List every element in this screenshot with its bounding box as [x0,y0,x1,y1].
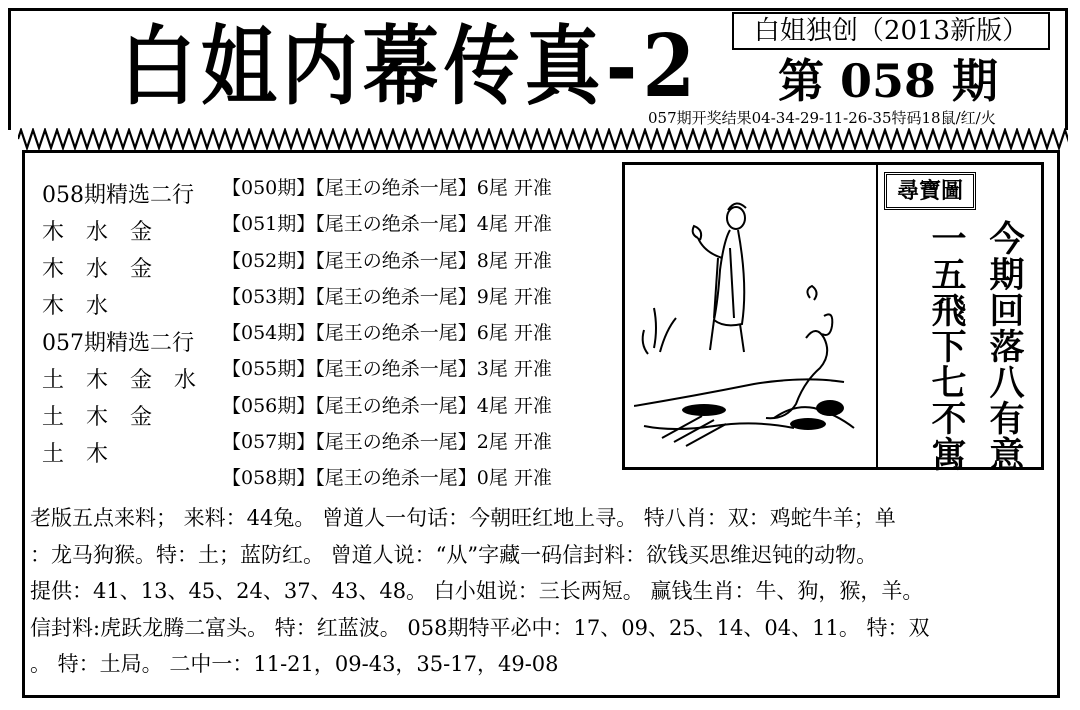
element-char: 土 [42,405,65,430]
lady-illustration [634,198,870,456]
page-title: 白姐内幕传真-2 [120,16,701,117]
heading-057: 057期精选二行 [42,331,194,356]
record-value: 3尾 开准 [476,358,552,381]
record-period: 【050期】 [222,177,316,199]
element-char: 木 [86,442,109,467]
record-value: 6尾 开准 [476,322,552,345]
previous-result: 057期开奖结果04-34-29-11-26-35特码18鼠/红/火 [648,109,996,127]
tips-paragraph [30,500,1040,683]
record-name: 【尾王の绝杀一尾】 [315,322,477,345]
element-char: 木 [42,257,65,282]
treasure-map-label: 尋寶圖 [884,172,976,210]
record-period: 【054期】 [222,322,316,345]
tips-line: 老版五点来料； 来料：44兔。 曾道人一句话：今朝旺红地上寻。 特八肖：双：鸡蛇牛羊；单 [30,506,896,530]
selection-column [42,182,218,478]
tips-line: 信封料:虎跃龙腾二富头。 特：红蓝波。 058期特平必中：17、09、25、14、04、11。 特：双 [30,615,930,640]
record-row [222,243,552,279]
element-row [42,404,218,441]
record-value: 2尾 开准 [476,431,552,454]
element-char: 金 [130,257,153,282]
record-name: 【尾王の绝杀一尾】 [315,177,477,199]
record-value: 8尾 开准 [476,249,552,272]
record-name: 【尾王の绝杀一尾】 [315,394,477,417]
tips-line: 提供：41、13、45、24、37、43、48。 白小姐说：三长两短。 赢钱生肖：牛、狗，猴，羊。 [30,579,924,603]
element-char: 金 [130,368,153,393]
record-period: 【055期】 [222,358,316,381]
element-char: 木 [86,368,109,393]
element-char: 金 [130,220,153,245]
element-row [42,219,218,256]
record-value: 4尾 开准 [476,213,552,236]
element-row [42,256,218,293]
record-value: 6尾 开准 [476,177,552,199]
record-period: 【053期】 [222,285,316,308]
record-period: 【058期】 [222,467,316,490]
edition-badge: 白姐独创（2013新版） [732,12,1050,50]
record-row [222,424,552,460]
tips-line: ：龙马狗猴。特：土；蓝防红。 曾道人说：“从”字藏一码信封料：欲钱买思维迟钝的动物。 [30,542,878,567]
record-list [222,170,552,497]
poem-line-left: 一五飛下七不寓 [926,220,967,472]
element-row [42,441,218,478]
poem-line-right: 今期回落八有意 [984,220,1025,472]
tips-line: 。 特：土局。 二中一：11-21，09-43，35-17，49-08 [30,652,559,676]
issue-number: 第 058 期 [778,54,999,108]
record-period: 【056期】 [222,394,316,417]
record-period: 【051期】 [222,213,316,236]
record-row [222,279,552,315]
record-row [222,388,552,424]
record-name: 【尾王の绝杀一尾】 [315,285,477,308]
element-row [42,367,218,404]
record-value: 4尾 开准 [476,394,552,417]
element-char: 水 [86,294,109,319]
element-char: 土 [42,368,65,393]
zigzag-divider [18,128,1068,150]
record-value: 0尾 开准 [476,467,552,490]
record-period: 【057期】 [222,431,316,454]
element-char: 金 [130,405,153,430]
record-row [222,315,552,351]
element-char: 水 [86,257,109,282]
element-char: 水 [86,220,109,245]
record-row [222,351,552,387]
record-name: 【尾王の绝杀一尾】 [315,467,477,490]
heading-058: 058期精选二行 [42,183,194,208]
element-char: 水 [174,368,197,393]
element-char: 木 [42,220,65,245]
element-row [42,293,218,330]
record-row [222,460,552,496]
record-name: 【尾王の绝杀一尾】 [315,431,477,454]
record-row [222,206,552,242]
record-name: 【尾王の绝杀一尾】 [315,213,477,236]
record-name: 【尾王の绝杀一尾】 [315,249,477,272]
record-period: 【052期】 [222,249,316,272]
record-row [222,170,552,206]
record-value: 9尾 开准 [476,285,552,308]
record-name: 【尾王の绝杀一尾】 [315,358,477,381]
element-char: 木 [86,405,109,430]
element-char: 木 [42,294,65,319]
element-char: 土 [42,442,65,467]
picture-divider [876,162,878,470]
